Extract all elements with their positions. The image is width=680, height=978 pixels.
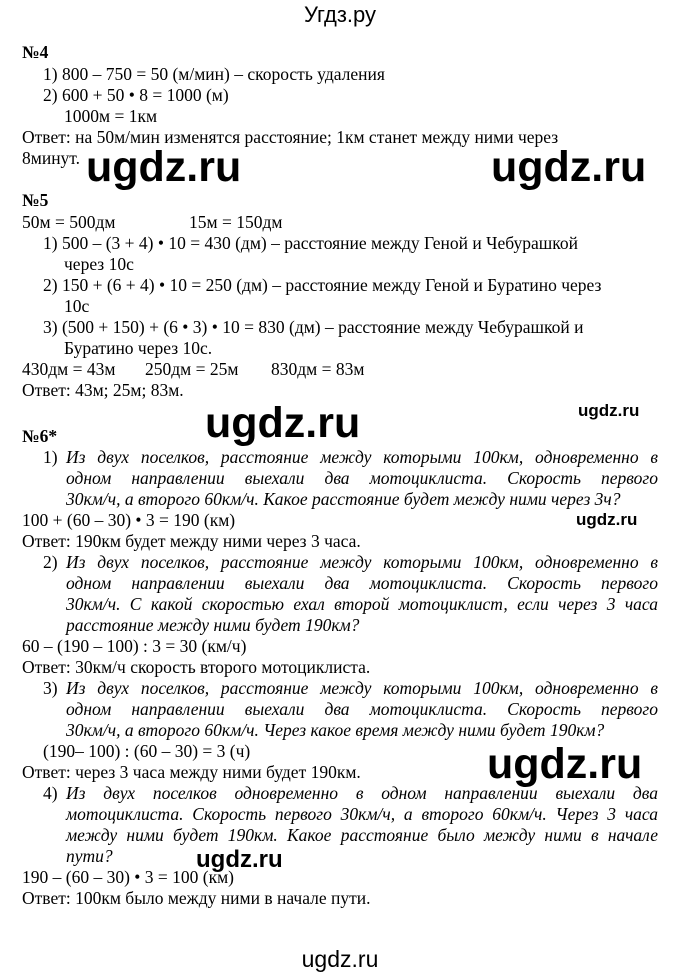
task6-problem2-number: 2) [43, 552, 58, 572]
task4-conversion: 1000м = 1км [64, 106, 158, 126]
task4-step2: 2) 600 + 50 • 8 = 1000 (м) [43, 85, 229, 105]
task5-step3-line2: Буратино через 10с. [64, 338, 213, 358]
task6-problem2-line3: 30км/ч. С какой скоростью ехал второй мотоциклист, если через 3 часа [66, 594, 658, 614]
watermark: ugdz.ru [491, 143, 647, 191]
task4-heading: №4 [22, 42, 49, 62]
task6-problem1-answer: Ответ: 190км будет между ними через 3 часа. [22, 531, 361, 551]
task5-step1-line1: 1) 500 – (3 + 4) • 10 = 430 (дм) – расстояние между Геной и Чебурашкой [43, 233, 578, 253]
task6-problem1-line2: одном направлении выехали два мотоциклиста. Скорость первого [66, 468, 658, 488]
task6-problem4-line4: пути? [66, 846, 113, 866]
task6-problem2-line4: расстояние между ними будет 190км? [66, 615, 360, 635]
task6-heading: №6* [22, 426, 58, 446]
task5-conversion-1: 50м = 500дм [22, 212, 116, 232]
task6-problem3-calculation: (190– 100) : (60 – 30) = 3 (ч) [43, 741, 251, 761]
task5-conversion-4: 250дм = 25м [145, 359, 239, 379]
task5-conversion-3: 430дм = 43м [22, 359, 116, 379]
task4-answer-line2: 8минут. [22, 148, 81, 168]
task5-step3-line1: 3) (500 + 150) + (6 • 3) • 10 = 830 (дм) – расстояние между Чебурашкой и [43, 317, 584, 337]
task6-problem3-line1: Из двух поселков, расстояние между которыми 100км, одновременно в [66, 678, 658, 698]
watermark: ugdz.ru [576, 510, 638, 529]
task5-answer: Ответ: 43м; 25м; 83м. [22, 380, 184, 400]
watermark: ugdz.ru [578, 401, 640, 420]
task4-answer-line1: Ответ: на 50м/мин изменятся расстояние; 1км станет между ними через [22, 127, 559, 147]
task5-conversion-5: 830дм = 83м [271, 359, 365, 379]
task6-problem4-number: 4) [43, 783, 58, 803]
site-title: Угдз.ру [303, 2, 377, 27]
task6-problem1-line3: 30км/ч, а второго 60км/ч. Какое расстояние будет между ними через 3ч? [66, 489, 621, 509]
task6-problem1-calculation: 100 + (60 – 30) • 3 = 190 (км) [22, 510, 236, 530]
task5-step1-line2: через 10с [64, 254, 134, 274]
task4-step1: 1) 800 – 750 = 50 (м/мин) – скорость удаления [43, 64, 385, 84]
watermark: ugdz.ru [86, 143, 242, 191]
task6-problem2-line2: одном направлении выехали два мотоциклиста. Скорость первого [66, 573, 658, 593]
task5-conversion-2: 15м = 150дм [189, 212, 283, 232]
watermark: ugdz.ru [205, 399, 361, 447]
task5-step2-line1: 2) 150 + (6 + 4) • 10 = 250 (дм) – расстояние между Геной и Буратино через [43, 275, 602, 295]
task6-problem1-number: 1) [43, 447, 58, 467]
task6-problem2-line1: Из двух поселков, расстояние между которыми 100км, одновременно в [66, 552, 658, 572]
task5-step2-line2: 10с [64, 296, 90, 316]
task6-problem4-line2: мотоциклиста. Скорость первого 30км/ч, а второго 60км/ч. Через 3 часа [66, 804, 658, 824]
task6-problem2-answer: Ответ: 30км/ч скорость второго мотоциклиста. [22, 657, 371, 677]
task6-problem3-line2: одном направлении выехали два мотоциклиста. Скорость первого [66, 699, 658, 719]
watermark: ugdz.ru [487, 740, 643, 788]
task6-problem4-line1: Из двух поселков одновременно в одном направлении выехали два [66, 783, 658, 803]
task6-problem4-line3: между ними будет 190км. Какое расстояние было между ними в начале [66, 825, 658, 845]
task6-problem4-calculation: 190 – (60 – 30) • 3 = 100 (км) [22, 867, 235, 887]
watermark: ugdz.ru [196, 846, 283, 873]
task6-problem3-number: 3) [43, 678, 58, 698]
task6-problem3-answer: Ответ: через 3 часа между ними будет 190км. [22, 762, 361, 782]
task6-problem4-answer: Ответ: 100км было между ними в начале пути. [22, 888, 371, 908]
footer-watermark: ugdz.ru [301, 946, 379, 972]
task6-problem1-line1: Из двух поселков, расстояние между которыми 100км, одновременно в [66, 447, 658, 467]
task6-problem3-line3: 30км/ч, а второго 60км/ч. Через какое время между ними будет 190км? [66, 720, 605, 740]
task6-problem2-calculation: 60 – (190 – 100) : 3 = 30 (км/ч) [22, 636, 247, 656]
task5-heading: №5 [22, 190, 49, 210]
